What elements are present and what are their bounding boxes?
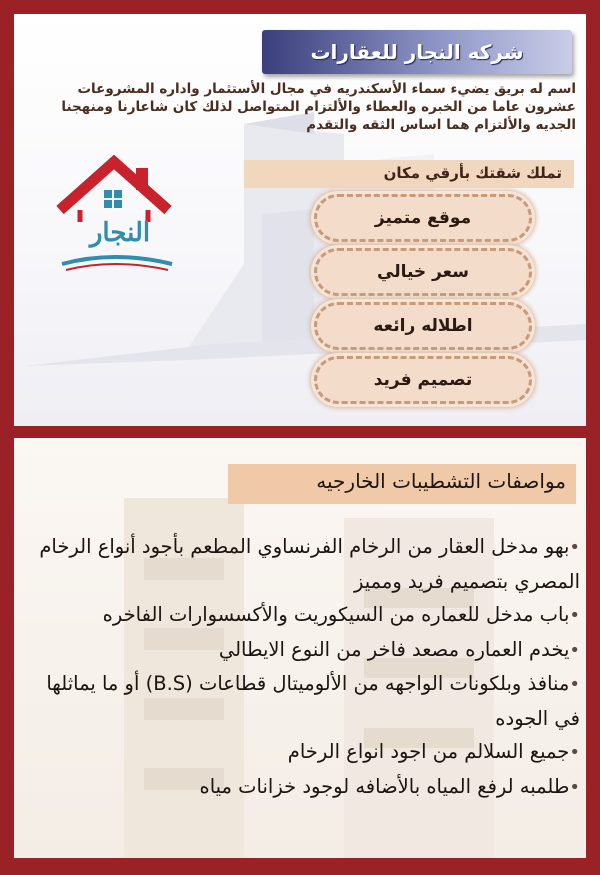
logo-text: النجار	[89, 218, 151, 248]
company-intro: اسم له بريق يضيء سماء الأسكندريه في مجال الأستثمار واداره المشروعات عشرون عاما من الخبره والعطاء والألتزام المتواصل لذلك كان شاعارنا ومنهجنا الجديه والألتزام هما اساس الثقه والتقدم	[61, 81, 576, 133]
bullet: •	[569, 537, 580, 558]
list-item: •جميع السلالم من اجود انواع الرخام	[287, 740, 580, 763]
tagline: تملك شقتك بأرقي مكان	[244, 160, 574, 188]
company-logo	[52, 152, 182, 280]
window-icon	[104, 190, 122, 208]
specs-title: مواصفات التشطيبات الخارجيه	[228, 464, 576, 504]
bullet: •	[569, 742, 580, 763]
company-name: شركه النجار للعقارات	[310, 40, 524, 64]
exterior-specs-panel	[14, 438, 586, 858]
house-logo-icon	[52, 152, 182, 280]
list-item: •منافذ وبلكونات الواجهه من الألوميتال قطاعات (B.S) أو ما يماثلها في الجوده	[46, 672, 580, 730]
list-item: •باب مدخل للعماره من السيكوريت والأكسسوارات الفاخره	[102, 603, 580, 626]
bullet: •	[569, 639, 580, 661]
company-intro-panel	[14, 14, 586, 426]
feature-item: موقع متميز	[314, 194, 532, 242]
list-item: •يخدم العماره مصعد فاخر من النوع الايطالي	[218, 637, 580, 661]
feature-item: سعر خيالي	[314, 248, 532, 296]
feature-item: تصميم فريد	[314, 356, 532, 404]
list-item: •بهو مدخل العقار من الرخام الفرنساوي المطعم بأجود أنواع الرخام المصري بتصميم فريد ومميز	[39, 535, 580, 593]
feature-item: اطلاله رائعه	[314, 302, 532, 350]
bullet: •	[569, 674, 580, 695]
spec-list	[20, 530, 580, 804]
company-banner	[262, 30, 572, 74]
list-item: •طلمبه لرفع المياه بالأضافه لوجود خزانات مياه	[199, 774, 580, 798]
bullet: •	[569, 605, 580, 626]
bullet: •	[569, 776, 580, 798]
